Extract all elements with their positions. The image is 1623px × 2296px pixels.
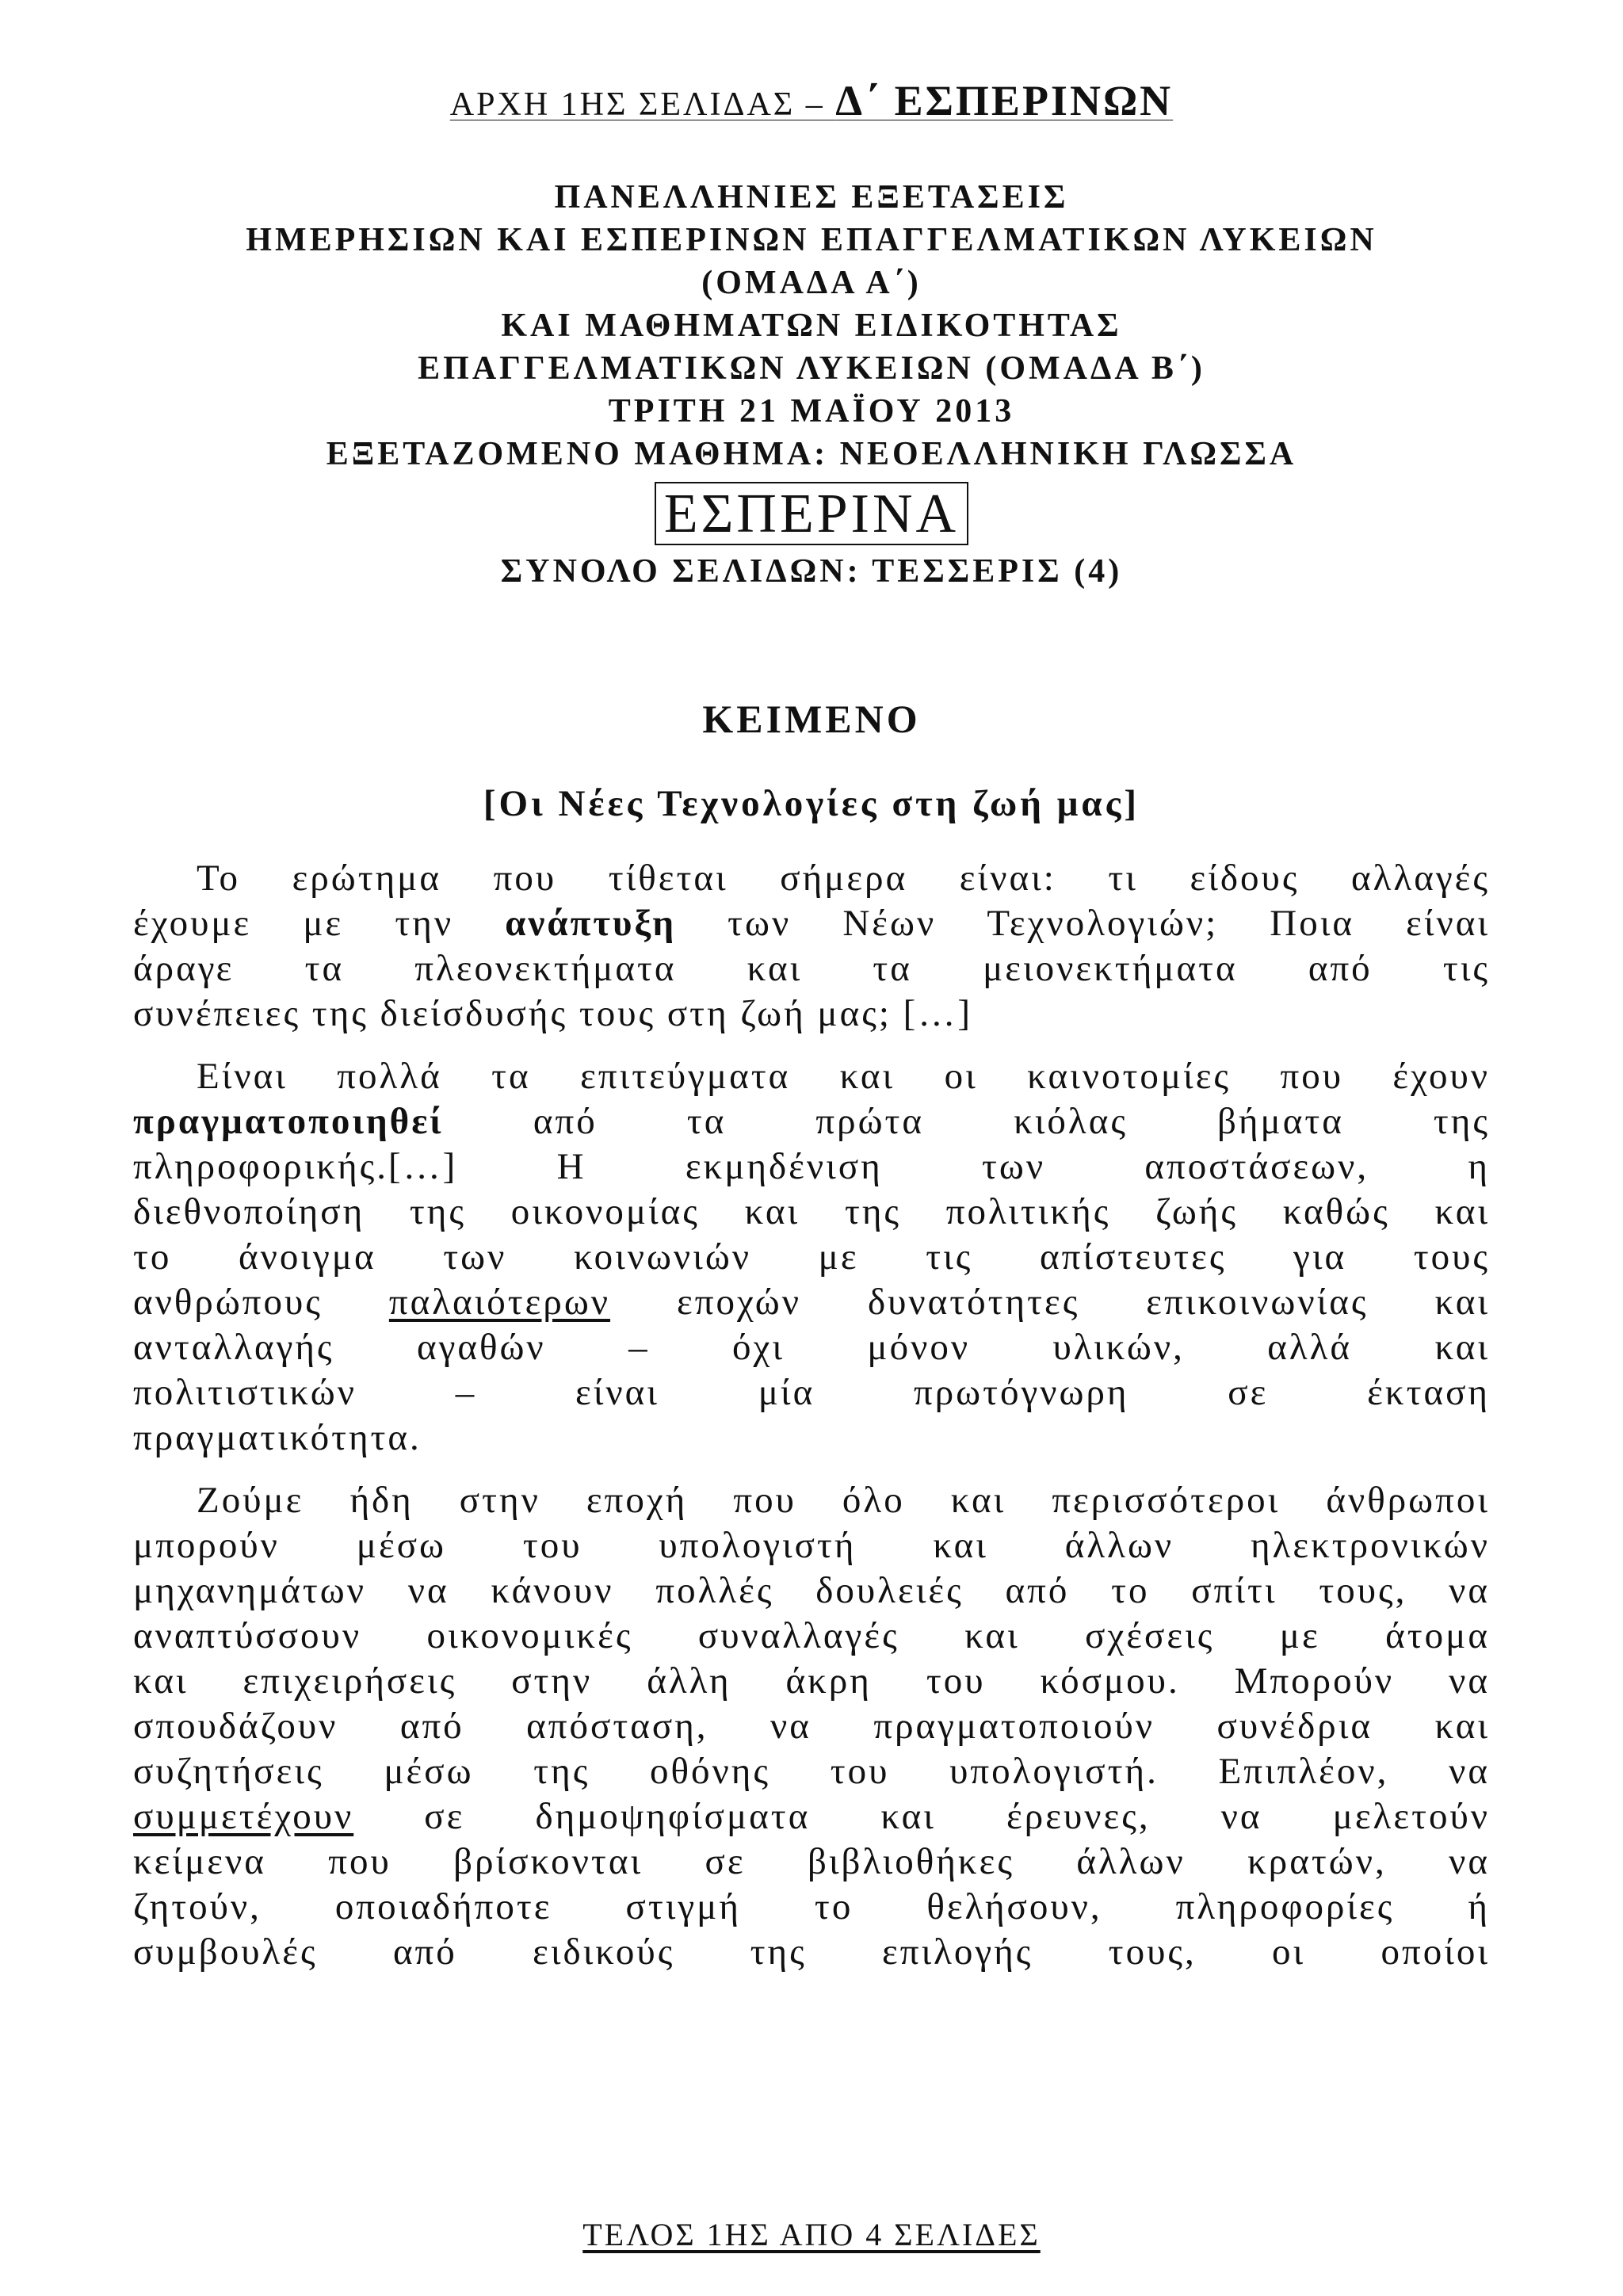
paragraph-line: Το ερώτημα που τίθεται σήμερα είναι: τι είδους αλλαγές <box>197 858 1490 899</box>
paragraph-text: έχουμε με την <box>133 903 506 944</box>
paragraph-line: αναπτύσσουν οικονομικές συναλλαγές και σχέσεις με άτομα <box>133 1615 1490 1656</box>
paragraph-text: από τα πρώτα κιόλας βήματα της <box>443 1101 1490 1142</box>
paragraph-line: σπουδάζουν από απόσταση, να πραγματοποιούν συνέδρια και <box>133 1706 1490 1747</box>
paragraph-line: συζητήσεις μέσω της οθόνης του υπολογιστή. Επιπλέον, να <box>133 1751 1490 1792</box>
paragraph-line <box>133 1794 1490 1839</box>
exam-heading-line: (ΟΜΑΔΑ Α΄) <box>701 265 922 301</box>
exam-heading-line: ΠΑΝΕΛΛΗΝΙΕΣ ΕΞΕΤΑΣΕΙΣ <box>554 179 1069 216</box>
paragraph-line: μπορούν μέσω του υπολογιστή και άλλων ηλεκτρονικών <box>133 1525 1490 1566</box>
paragraph-line: συνέπειες της διείσδυσής τους στη ζωή μας; […] <box>133 993 972 1034</box>
page-header-prefix: ΑΡΧΗ 1ΗΣ ΣΕΛΙΔΑΣ – <box>449 86 836 123</box>
total-pages: ΣΥΝΟΛΟ ΣΕΛΙΔΩΝ: ΤΕΣΣΕΡΙΣ (4) <box>500 553 1123 590</box>
underlined-word: συμμετέχουν <box>133 1796 354 1837</box>
paragraph-line: μηχανημάτων να κάνουν πολλές δουλειές από το σπίτι τους, να <box>133 1570 1490 1611</box>
paragraph-text: σε δημοψηφίσματα και έρευνες, να μελετούν <box>353 1796 1490 1837</box>
highlighted-word: ανάπτυξη <box>505 903 677 944</box>
paragraph-line: συμβουλές από ειδικούς της επιλογής τους, οι οποίοι <box>133 1931 1490 1973</box>
paragraph-line: το άνοιγμα των κοινωνιών με τις απίστευτες για τους <box>133 1236 1490 1278</box>
highlighted-word: πραγματοποιηθεί <box>133 1101 444 1142</box>
session-box: ΕΣΠΕΡΙΝΑ <box>655 482 968 545</box>
paragraph-line: ανταλλαγής αγαθών – όχι μόνον υλικών, αλλά και <box>133 1327 1490 1368</box>
page-header <box>0 79 1623 122</box>
section-title: ΚΕΙΜΕΝΟ <box>702 697 921 741</box>
paragraph-line: ζητούν, οποιαδήποτε στιγμή το θελήσουν, πληροφορίες ή <box>133 1886 1490 1927</box>
paragraph-line: πολιτιστικών – είναι μία πρωτόγνωρη σε έκταση <box>133 1372 1490 1413</box>
exam-heading-line: ΗΜΕΡΗΣΙΩΝ ΚΑΙ ΕΣΠΕΡΙΝΩΝ ΕΠΑΓΓΕΛΜΑΤΙΚΩΝ ΛΥΚΕΙΩΝ <box>246 222 1377 258</box>
underlined-word: παλαιότερων <box>388 1282 611 1323</box>
paragraph-text: των Νέων Τεχνολογιών; Ποια είναι <box>676 903 1490 944</box>
page-header-emphasis: Δ΄ ΕΣΠΕΡΙΝΩΝ <box>835 77 1174 124</box>
page-footer: ΤΕΛΟΣ 1ΗΣ ΑΠΟ 4 ΣΕΛΙΔΕΣ <box>582 2217 1041 2252</box>
paragraph-line: Είναι πολλά τα επιτεύγματα και οι καινοτομίες που έχουν <box>197 1056 1490 1097</box>
paragraph-line: πληροφορικής.[…] Η εκμηδένιση των αποστάσεων, η <box>133 1146 1490 1187</box>
article-title: [Οι Νέες Τεχνολογίες στη ζωή μας] <box>483 783 1140 824</box>
paragraph-line <box>133 1099 1490 1144</box>
paragraph-text: εποχών δυνατότητες επικοινωνίας και <box>610 1282 1490 1323</box>
exam-date: ΤΡΙΤΗ 21 ΜΑΪΟΥ 2013 <box>608 393 1015 430</box>
paragraph-line: πραγματικότητα. <box>133 1417 422 1458</box>
paragraph-line: και επιχειρήσεις στην άλλη άκρη του κόσμου. Μπορούν να <box>133 1660 1490 1702</box>
paragraph-line: κείμενα που βρίσκονται σε βιβλιοθήκες άλλων κρατών, να <box>133 1841 1490 1882</box>
exam-heading-line: ΕΠΑΓΓΕΛΜΑΤΙΚΩΝ ΛΥΚΕΙΩΝ (ΟΜΑΔΑ Β΄) <box>418 350 1205 387</box>
paragraph-text: ανθρώπους <box>133 1282 389 1323</box>
paragraph-line <box>133 901 1490 946</box>
exam-subject: ΕΞΕΤΑΖΟΜΕΝΟ ΜΑΘΗΜΑ: ΝΕΟΕΛΛΗΝΙΚΗ ΓΛΩΣΣΑ <box>326 436 1297 472</box>
exam-heading-line: ΚΑΙ ΜΑΘΗΜΑΤΩΝ ΕΙΔΙΚΟΤΗΤΑΣ <box>501 308 1122 344</box>
page-header-line <box>450 79 1173 122</box>
exam-heading <box>0 176 1623 593</box>
paragraph-line: διεθνοποίηση της οικονομίας και της πολιτικής ζωής καθώς και <box>133 1191 1490 1232</box>
article-body <box>133 856 1490 1975</box>
paragraph-line: άραγε τα πλεονεκτήματα και τα μειονεκτήματα από τις <box>133 948 1490 989</box>
paragraph-line: Ζούμε ήδη στην εποχή που όλο και περισσότεροι άνθρωποι <box>197 1480 1490 1521</box>
paragraph-line <box>133 1280 1490 1325</box>
